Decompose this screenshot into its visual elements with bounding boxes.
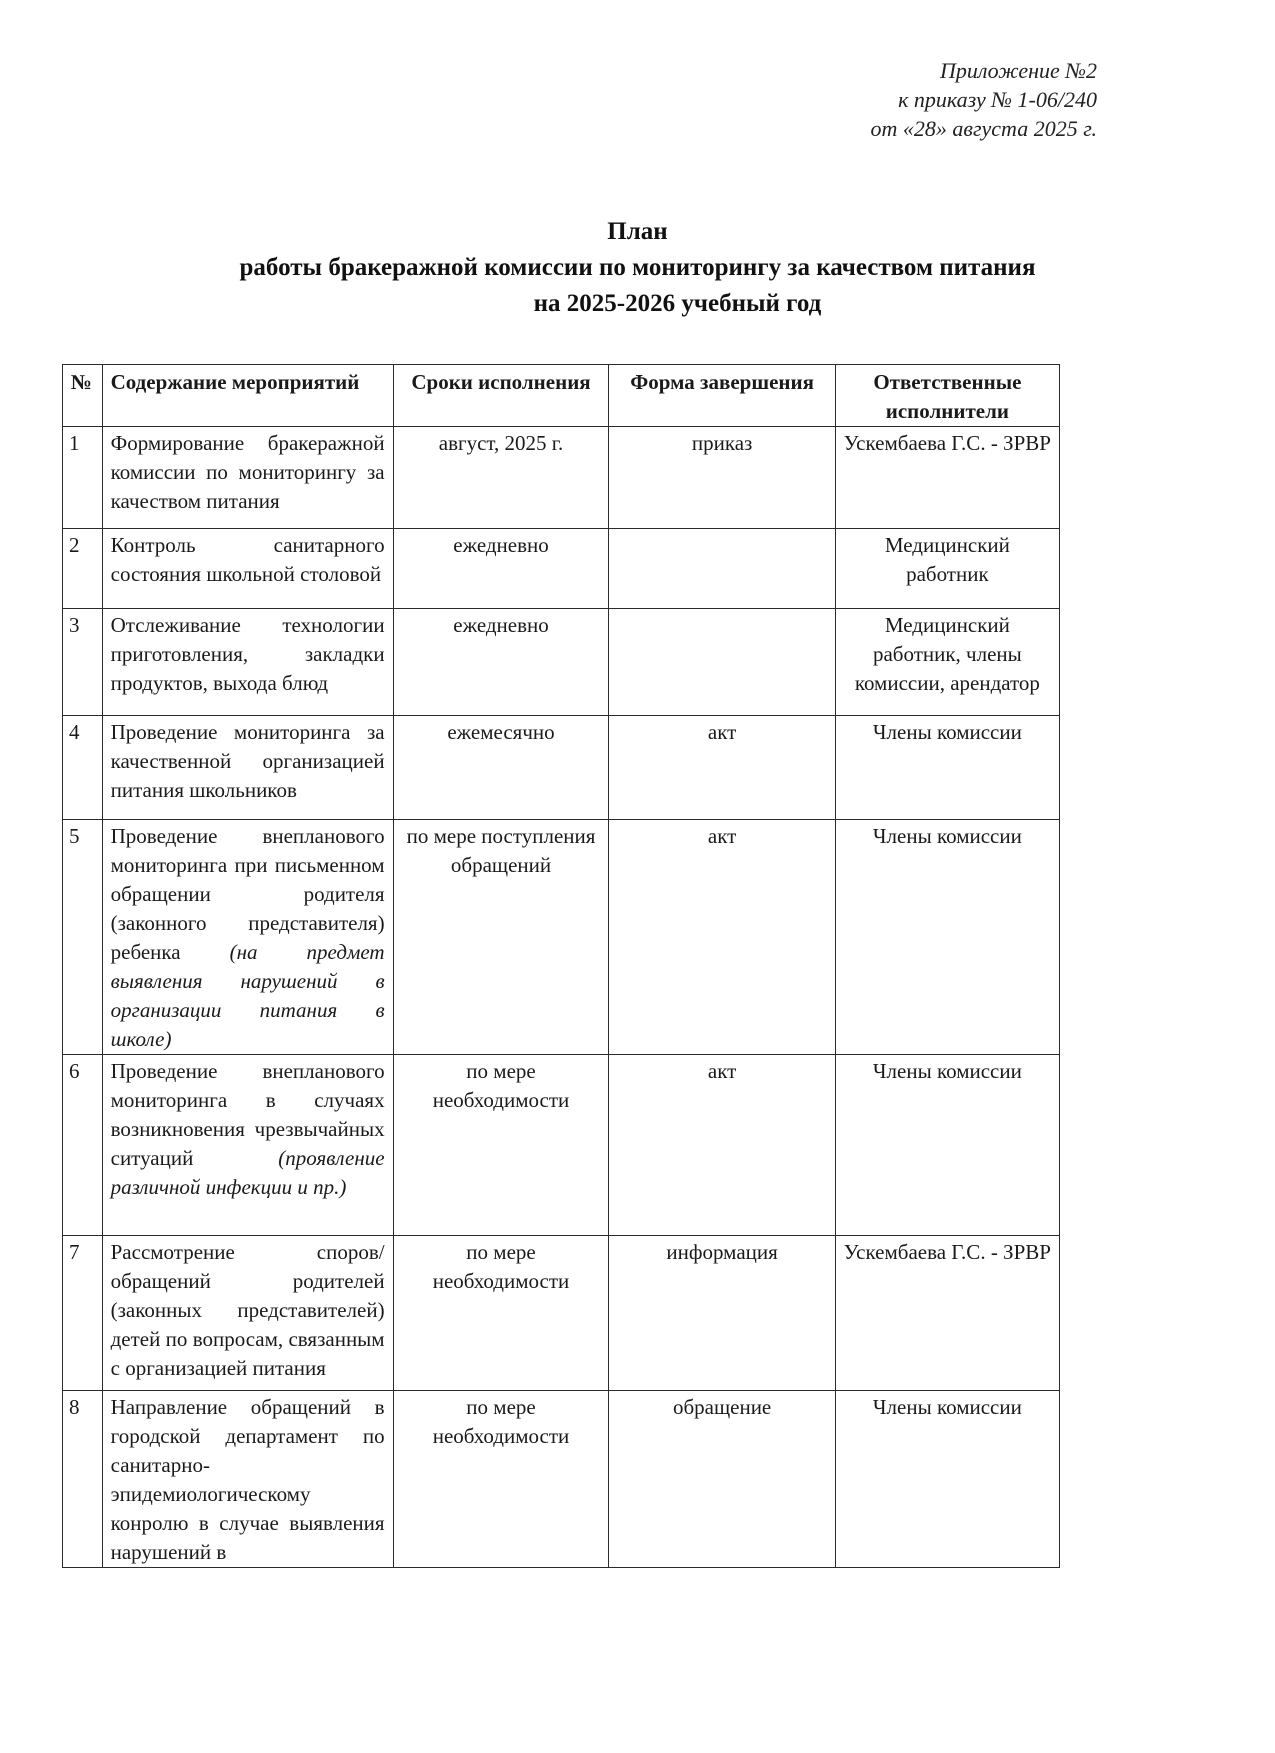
row-number: 3 <box>63 609 103 716</box>
attachment-line-2: к приказу № 1-06/240 <box>898 87 1097 112</box>
row-term: ежемесячно <box>393 716 609 820</box>
row-responsible: Члены комиссии <box>835 716 1059 820</box>
row-form <box>609 529 835 609</box>
row-number: 2 <box>63 529 103 609</box>
title-subtitle-1: работы бракеражной комиссии по мониторингу за качеством питания <box>239 254 1036 281</box>
row-responsible: Члены комиссии <box>835 1055 1059 1236</box>
row-responsible: Ускембаева Г.С. - ЗРВР <box>835 427 1059 529</box>
row-content <box>102 609 393 716</box>
row-term: ежедневно <box>393 609 609 716</box>
table-row <box>63 609 1060 716</box>
table-row <box>63 1055 1060 1236</box>
table-row <box>63 529 1060 609</box>
row-form <box>609 609 835 716</box>
row-form: акт <box>609 820 835 1055</box>
row-content <box>102 427 393 529</box>
row-term: по мере поступления обращений <box>393 820 609 1055</box>
row-content-text: Контроль санитарного состояния школьной столовой <box>110 533 385 586</box>
row-number: 7 <box>63 1236 103 1391</box>
row-content-text: Рассмотрение споров/ обращений родителей (законных представителей) детей по вопросам, связанным с организацией питания <box>110 1240 385 1380</box>
table-row <box>63 427 1060 529</box>
row-form: акт <box>609 1055 835 1236</box>
row-term: по мере необходимости <box>393 1055 609 1236</box>
header-form: Форма завершения <box>609 365 835 427</box>
row-content-note: (проявление различной инфекции и пр.) <box>110 1146 385 1199</box>
row-content <box>102 716 393 820</box>
row-number: 4 <box>63 716 103 820</box>
row-number: 1 <box>63 427 103 529</box>
row-content-text: Направление обращений в городской департамент по санитарно-эпидемиологическому конролю в случае выявления нарушений в <box>110 1395 385 1564</box>
table-body <box>63 427 1060 1568</box>
row-content-text: Формирование бракеражной комиссии по мониторингу за качеством питания <box>110 431 385 513</box>
row-term: по мере необходимости <box>393 1236 609 1391</box>
row-form: акт <box>609 716 835 820</box>
row-content <box>102 1055 393 1236</box>
table-row <box>63 716 1060 820</box>
row-term: по мере необходимости <box>393 1391 609 1568</box>
table-header-row <box>63 365 1060 427</box>
table-row <box>63 1391 1060 1568</box>
row-number: 5 <box>63 820 103 1055</box>
row-responsible: Члены комиссии <box>835 820 1059 1055</box>
row-content-note: (на предмет выявления нарушений в организации питания в школе) <box>110 940 385 1051</box>
row-form: информация <box>609 1236 835 1391</box>
row-content <box>102 1236 393 1391</box>
attachment-reference <box>871 56 1098 143</box>
row-content <box>102 820 393 1055</box>
row-content-text: Проведение внепланового мониторинга в случаях возникновения чрезвычайных ситуаций <box>110 1059 385 1170</box>
row-responsible: Члены комиссии <box>835 1391 1059 1568</box>
row-term: ежедневно <box>393 529 609 609</box>
row-content-text: Проведение внепланового мониторинга при письменном обращении родителя (законного представителя) ребенка <box>110 824 385 964</box>
row-responsible: Медицинский работник, члены комиссии, арендатор <box>835 609 1059 716</box>
header-responsible: Ответственные исполнители <box>835 365 1059 427</box>
row-responsible: Ускембаева Г.С. - ЗРВР <box>835 1236 1059 1391</box>
row-number: 8 <box>63 1391 103 1568</box>
header-term: Сроки исполнения <box>393 365 609 427</box>
row-content <box>102 1391 393 1568</box>
table-row <box>63 1236 1060 1391</box>
header-num: № <box>63 365 103 427</box>
row-form: обращение <box>609 1391 835 1568</box>
row-content-text: Проведение мониторинга за качественной организацией питания школьников <box>110 720 385 802</box>
header-content: Содержание мероприятий <box>102 365 393 427</box>
title-main: План <box>607 218 668 245</box>
attachment-line-3: от «28» августа 2025 г. <box>870 116 1097 141</box>
row-number: 6 <box>63 1055 103 1236</box>
row-content-text: Отслеживание технологии приготовления, закладки продуктов, выхода блюд <box>110 613 385 695</box>
attachment-line-1: Приложение №2 <box>939 58 1097 83</box>
plan-table <box>62 364 1060 1568</box>
row-term: август, 2025 г. <box>393 427 609 529</box>
row-responsible: Медицинский работник <box>835 529 1059 609</box>
row-content <box>102 529 393 609</box>
row-form: приказ <box>609 427 835 529</box>
title-subtitle-2: на 2025-2026 учебный год <box>533 290 822 317</box>
document-title <box>0 214 1275 322</box>
table-row <box>63 820 1060 1055</box>
